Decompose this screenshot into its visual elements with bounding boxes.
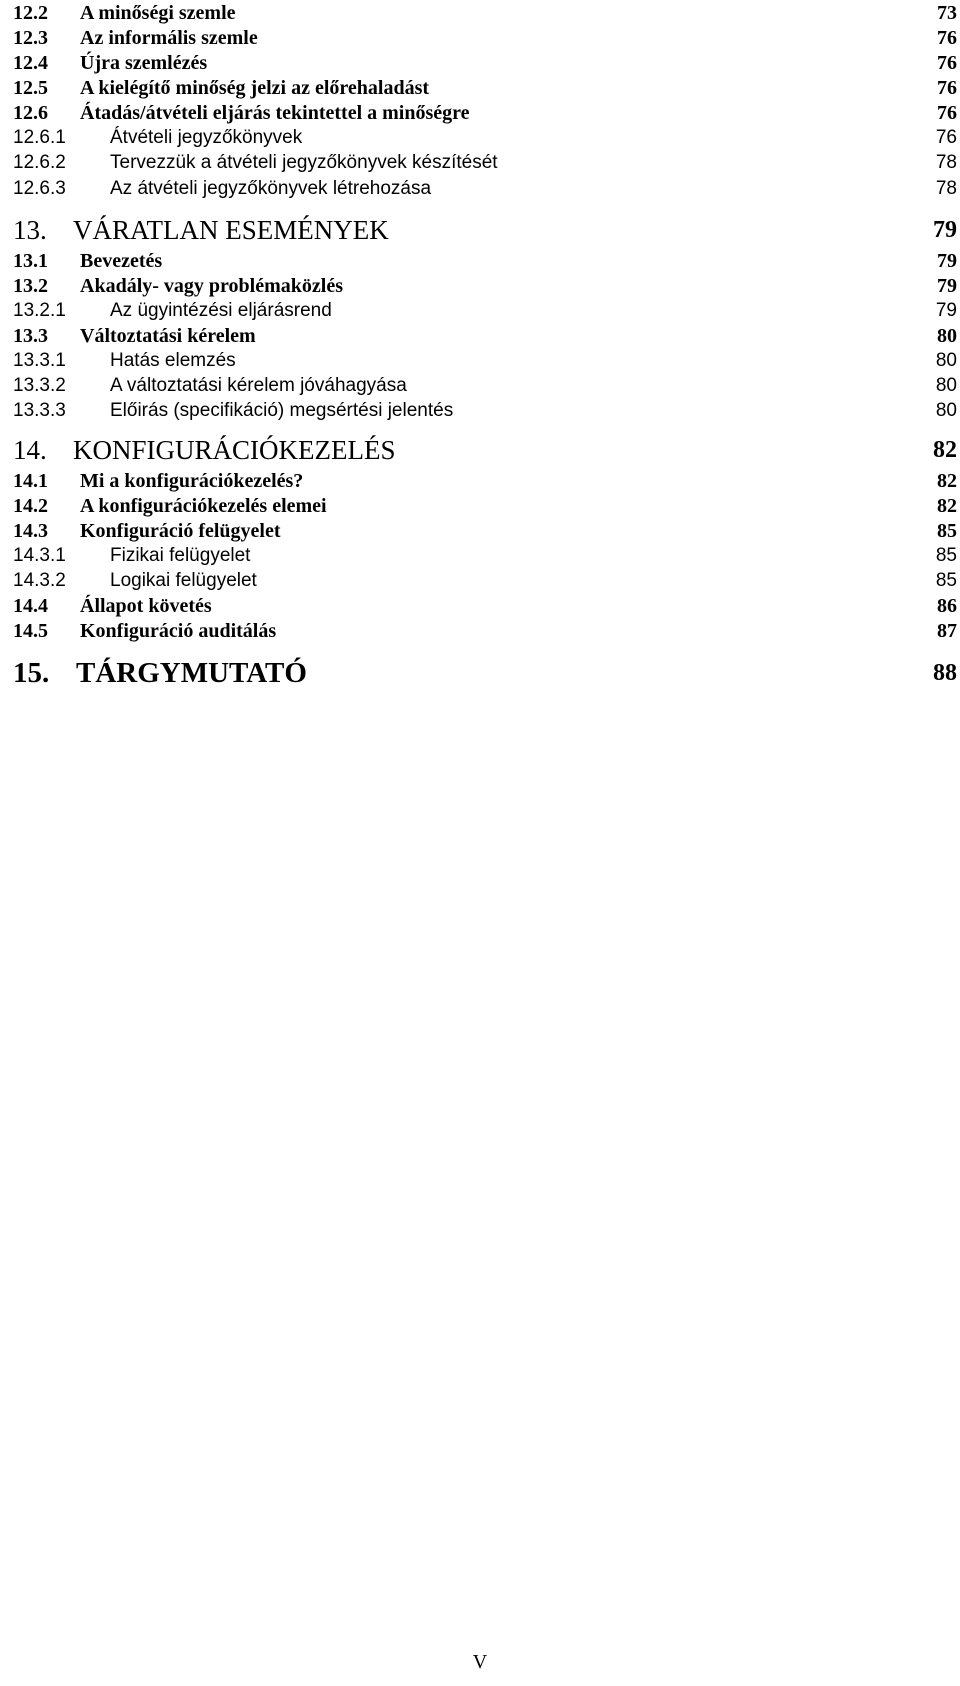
toc-title: Az ügyintézési eljárásrend: [110, 300, 332, 321]
toc-number: 15.: [13, 657, 50, 689]
toc-title: Fizikai felügyelet: [110, 545, 251, 566]
toc-number: 12.5: [13, 77, 48, 99]
toc-page-number: 79: [935, 300, 957, 321]
footer-page-number: V: [472, 1651, 488, 1673]
toc-number: 14.1: [13, 470, 48, 492]
toc-number: 13.3.1: [13, 350, 66, 371]
toc-page-number: 76: [935, 127, 957, 148]
toc-number: 12.6: [13, 102, 48, 124]
toc-number: 12.4: [13, 52, 48, 74]
toc-page-number: 78: [935, 152, 957, 173]
toc-title: Konfiguráció felügyelet: [80, 520, 281, 542]
toc-title: Hatás elemzés: [110, 350, 236, 371]
toc-title: VÁRATLAN ESEMÉNYEK: [73, 215, 389, 245]
toc-number: 13.3.2: [13, 375, 66, 396]
toc-chapter-entry: [13, 654, 957, 692]
toc-number: 13.1: [13, 250, 48, 272]
toc-title: A kielégítő minőség jelzi az előrehaladást: [80, 77, 430, 99]
toc-title: Logikai felügyelet: [110, 570, 257, 591]
toc-page-number: 80: [935, 400, 957, 421]
toc-entry: [13, 174, 957, 204]
toc-number: 14.5: [13, 620, 48, 642]
toc-page-number: 79: [937, 250, 957, 272]
toc-page-number: 76: [937, 102, 957, 124]
toc-number: 12.6.3: [13, 178, 66, 199]
toc-page-number: 80: [935, 350, 957, 371]
toc-title: Átvételi jegyzőkönyvek: [110, 127, 303, 148]
toc-number: 13.2.1: [13, 300, 66, 321]
toc-page-number: 76: [937, 52, 957, 74]
toc-page-number: 87: [937, 620, 957, 642]
toc-entry: [13, 616, 957, 646]
toc-entry: [13, 396, 957, 426]
toc-page-number: 82: [933, 437, 957, 463]
toc-number: 13.: [13, 215, 47, 245]
toc-title: Változtatási kérelem: [80, 325, 256, 347]
toc-title: Tervezzük a átvételi jegyzőkönyvek készítését: [110, 152, 498, 173]
toc-page-number: 82: [937, 495, 957, 517]
toc-page-number: 78: [935, 178, 957, 199]
toc-title: Előirás (specifikáció) megsértési jelentés: [110, 400, 454, 421]
toc-number: 12.6.1: [13, 127, 66, 148]
toc-chapter-entry: [13, 211, 957, 249]
toc-title: A minőségi szemle: [80, 2, 236, 24]
toc-title: KONFIGURÁCIÓKEZELÉS: [73, 435, 396, 465]
toc-page-number: 80: [935, 375, 957, 396]
toc-page-number: 79: [937, 275, 957, 297]
toc-page-number: 88: [933, 660, 957, 686]
toc-title: Állapot követés: [80, 595, 212, 617]
toc-number: 12.6.2: [13, 152, 66, 173]
toc-title: A konfigurációkezelés elemei: [80, 495, 327, 517]
toc-number: 13.2: [13, 275, 48, 297]
toc-page-number: 86: [937, 595, 957, 617]
toc-page-number: 82: [937, 470, 957, 492]
toc-title: Újra szemlézés: [80, 52, 208, 74]
toc-title: Az átvételi jegyzőkönyvek létrehozása: [110, 178, 432, 199]
toc-title: A változtatási kérelem jóváhagyása: [110, 375, 407, 396]
toc-page-number: 85: [935, 570, 957, 591]
toc-page-number: 79: [933, 217, 957, 243]
toc-number: 14.3.2: [13, 570, 66, 591]
toc-title: Az informális szemle: [80, 27, 258, 49]
toc-number: 13.3.3: [13, 400, 66, 421]
toc-number: 13.3: [13, 325, 48, 347]
toc-chapter-entry: [13, 431, 957, 469]
toc-title: TÁRGYMUTATÓ: [76, 657, 307, 689]
toc-page-number: 76: [937, 77, 957, 99]
toc-page-number: 76: [937, 27, 957, 49]
toc-page-number: 80: [937, 325, 957, 347]
toc-number: 12.2: [13, 2, 48, 24]
toc-number: 14.4: [13, 595, 48, 617]
toc-title: Akadály- vagy problémaközlés: [80, 275, 343, 297]
toc-page-number: 73: [937, 2, 957, 24]
toc-title: Átadás/átvételi eljárás tekintettel a minőségre: [80, 102, 470, 124]
toc-page-number: 85: [937, 520, 957, 542]
toc-number: 14.3.1: [13, 545, 66, 566]
toc-number: 14.: [13, 435, 47, 465]
toc-number: 14.3: [13, 520, 48, 542]
toc-title: Konfiguráció auditálás: [80, 620, 277, 642]
toc-title: Bevezetés: [80, 250, 163, 272]
toc-page-number: 85: [935, 545, 957, 566]
toc-title: Mi a konfigurációkezelés?: [80, 470, 304, 492]
toc-number: 12.3: [13, 27, 48, 49]
toc-number: 14.2: [13, 495, 48, 517]
